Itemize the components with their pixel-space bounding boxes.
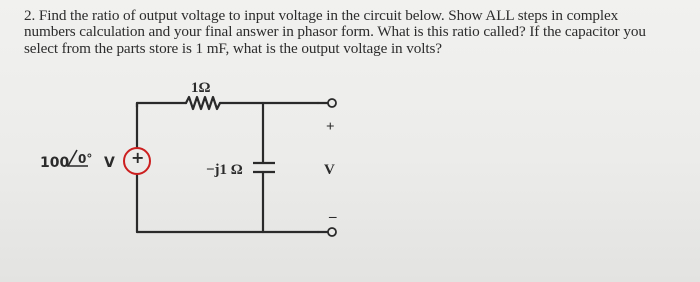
question-line-2: numbers calculation and your final answer in phasor form. What is this ratio called? If the capacitor you [24, 23, 646, 41]
output-voltage-label: V [324, 162, 335, 178]
output-plus-label: + [326, 119, 335, 135]
resistor-label: 1Ω [191, 80, 211, 96]
source-magnitude: 100 [40, 155, 70, 171]
output-terminal-bottom [328, 228, 336, 236]
question-line-3: select from the parts store is 1 mF, what is the output voltage in volts? [24, 39, 442, 57]
top-wire-left [137, 103, 186, 107]
capacitor-label: −j1 Ω [206, 162, 243, 178]
question-line-1: 2. Find the ratio of output voltage to input voltage in the circuit below. Show ALL steps in complex [24, 7, 619, 24]
output-minus-label: – [329, 209, 337, 225]
source-angle: 0° [78, 152, 93, 166]
resistor-symbol [186, 97, 220, 109]
source-plus-sign: + [131, 148, 145, 167]
source-unit: V [104, 155, 115, 171]
output-terminal-top [328, 99, 336, 107]
